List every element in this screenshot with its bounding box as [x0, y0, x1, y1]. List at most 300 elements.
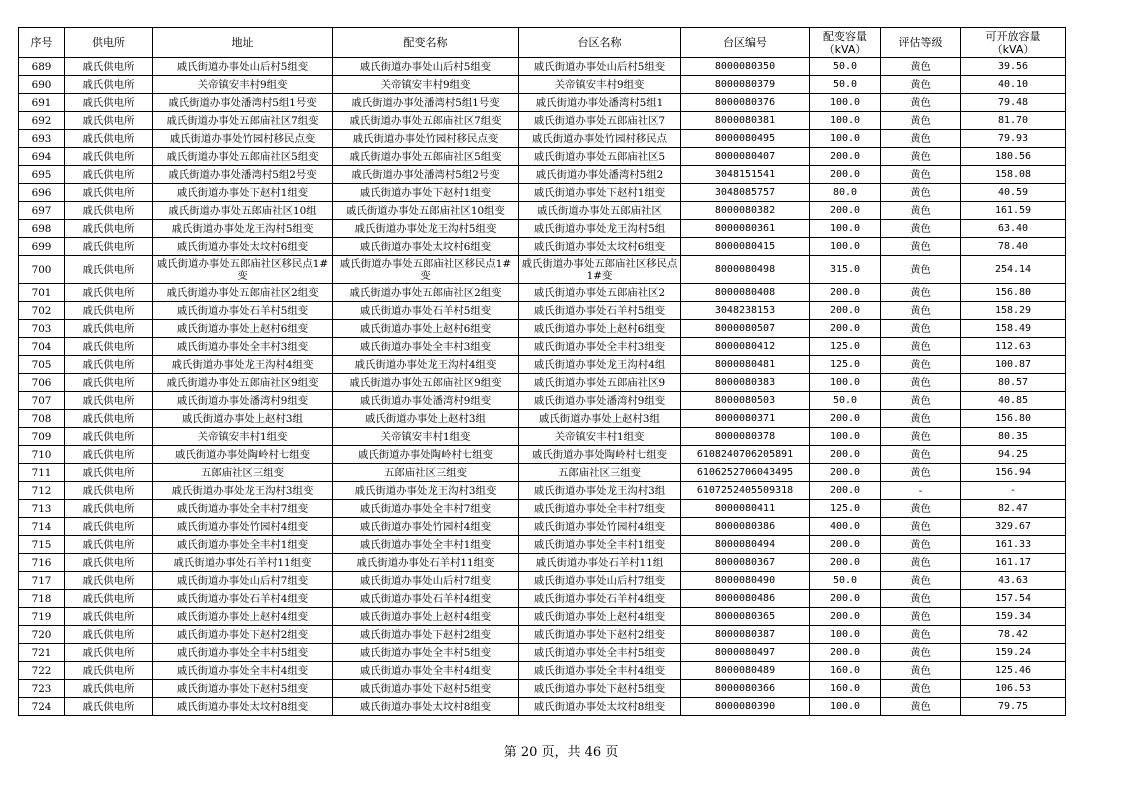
cell-index: 723	[19, 680, 65, 698]
cell-area-code: 8000080379	[681, 76, 810, 94]
cell-grade: 黄色	[881, 220, 961, 238]
cell-open-capacity: 100.87	[961, 356, 1066, 374]
cell-transformer-name: 戚氏街道办事处竹园村移民点变	[333, 130, 519, 148]
cell-capacity: 100.0	[810, 130, 881, 148]
cell-area-name: 戚氏街道办事处全丰村5组变	[519, 644, 681, 662]
cell-index: 689	[19, 58, 65, 76]
cell-capacity: 100.0	[810, 220, 881, 238]
cell-capacity: 200.0	[810, 302, 881, 320]
table-row	[19, 130, 1066, 148]
cell-grade: 黄色	[881, 554, 961, 572]
cell-area-code: 8000080490	[681, 572, 810, 590]
cell-transformer-name: 戚氏街道办事处竹园村4组变	[333, 518, 519, 536]
cell-index: 709	[19, 428, 65, 446]
cell-grade: 黄色	[881, 428, 961, 446]
cell-area-code: 6106252706043495	[681, 464, 810, 482]
cell-capacity: 160.0	[810, 662, 881, 680]
cell-index: 721	[19, 644, 65, 662]
cell-capacity: 50.0	[810, 392, 881, 410]
cell-transformer-name: 戚氏街道办事处上赵村6组变	[333, 320, 519, 338]
cell-capacity: 50.0	[810, 76, 881, 94]
cell-area-code: 3048085757	[681, 184, 810, 202]
cell-index: 706	[19, 374, 65, 392]
cell-open-capacity: 156.80	[961, 410, 1066, 428]
cell-open-capacity: 80.35	[961, 428, 1066, 446]
cell-area-name: 戚氏街道办事处五郎庙社区5	[519, 148, 681, 166]
cell-capacity: 50.0	[810, 572, 881, 590]
cell-capacity: 100.0	[810, 428, 881, 446]
cell-open-capacity: 79.93	[961, 130, 1066, 148]
cell-grade: 黄色	[881, 446, 961, 464]
cell-index: 707	[19, 392, 65, 410]
cell-station: 戚氏供电所	[65, 464, 153, 482]
cell-open-capacity: 40.10	[961, 76, 1066, 94]
cell-index: 716	[19, 554, 65, 572]
col-header-grade: 评估等级	[881, 28, 961, 58]
cell-area-name: 戚氏街道办事处太坟村6组变	[519, 238, 681, 256]
cell-index: 699	[19, 238, 65, 256]
table-row	[19, 392, 1066, 410]
cell-address: 戚氏街道办事处五郎庙社区5组变	[153, 148, 333, 166]
cell-transformer-name: 戚氏街道办事处龙王沟村3组变	[333, 482, 519, 500]
cell-area-name: 五郎庙社区三组变	[519, 464, 681, 482]
cell-index: 724	[19, 698, 65, 716]
cell-index: 695	[19, 166, 65, 184]
cell-index: 713	[19, 500, 65, 518]
col-header-address: 地址	[153, 28, 333, 58]
cell-capacity: 50.0	[810, 58, 881, 76]
cell-area-code: 8000080366	[681, 680, 810, 698]
col-header-capacity: 配变容量 （kVA）	[810, 28, 881, 58]
cell-area-code: 8000080415	[681, 238, 810, 256]
cell-area-name: 戚氏街道办事处全丰村3组变	[519, 338, 681, 356]
cell-transformer-name: 戚氏街道办事处下赵村2组变	[333, 626, 519, 644]
table-row	[19, 626, 1066, 644]
cell-address: 戚氏街道办事处陶岭村七组变	[153, 446, 333, 464]
table-row	[19, 482, 1066, 500]
cell-capacity: 200.0	[810, 644, 881, 662]
cell-transformer-name: 戚氏街道办事处潘湾村5组1号变	[333, 94, 519, 112]
cell-address: 戚氏街道办事处全丰村3组变	[153, 338, 333, 356]
table-body	[19, 58, 1066, 716]
cell-index: 712	[19, 482, 65, 500]
cell-area-name: 戚氏街道办事处下赵村5组变	[519, 680, 681, 698]
cell-address: 戚氏街道办事处山后村5组变	[153, 58, 333, 76]
cell-address: 戚氏街道办事处五郎庙社区2组变	[153, 284, 333, 302]
cell-address: 戚氏街道办事处石羊村11组变	[153, 554, 333, 572]
cell-grade: 黄色	[881, 76, 961, 94]
cell-grade: 黄色	[881, 130, 961, 148]
cell-station: 戚氏供电所	[65, 554, 153, 572]
cell-open-capacity: 39.56	[961, 58, 1066, 76]
cell-address: 戚氏街道办事处竹园村4组变	[153, 518, 333, 536]
cell-transformer-name: 戚氏街道办事处全丰村7组变	[333, 500, 519, 518]
cell-area-code: 8000080507	[681, 320, 810, 338]
cell-capacity: 200.0	[810, 464, 881, 482]
cell-index: 715	[19, 536, 65, 554]
cell-area-code: 3048151541	[681, 166, 810, 184]
table-row	[19, 374, 1066, 392]
capacity-table	[18, 27, 1066, 716]
cell-index: 719	[19, 608, 65, 626]
cell-transformer-name: 戚氏街道办事处潘湾村5组2号变	[333, 166, 519, 184]
cell-open-capacity: 161.33	[961, 536, 1066, 554]
cell-station: 戚氏供电所	[65, 518, 153, 536]
cell-address: 戚氏街道办事处龙王沟村4组变	[153, 356, 333, 374]
cell-transformer-name: 戚氏街道办事处龙王沟村4组变	[333, 356, 519, 374]
cell-capacity: 200.0	[810, 148, 881, 166]
cell-transformer-name: 戚氏街道办事处五郎庙社区2组变	[333, 284, 519, 302]
cell-index: 691	[19, 94, 65, 112]
table-row	[19, 446, 1066, 464]
cell-transformer-name: 戚氏街道办事处山后村7组变	[333, 572, 519, 590]
cell-area-name: 戚氏街道办事处五郎庙社区9	[519, 374, 681, 392]
cell-area-code: 8000080411	[681, 500, 810, 518]
cell-station: 戚氏供电所	[65, 662, 153, 680]
cell-area-code: 8000080498	[681, 256, 810, 284]
cell-transformer-name: 戚氏街道办事处全丰村3组变	[333, 338, 519, 356]
cell-grade: 黄色	[881, 644, 961, 662]
cell-transformer-name: 关帝镇安丰村9组变	[333, 76, 519, 94]
cell-area-code: 6107252405509318	[681, 482, 810, 500]
cell-capacity: 100.0	[810, 626, 881, 644]
cell-capacity: 200.0	[810, 320, 881, 338]
cell-area-code: 8000080361	[681, 220, 810, 238]
cell-grade: 黄色	[881, 238, 961, 256]
cell-capacity: 200.0	[810, 446, 881, 464]
cell-open-capacity: 106.53	[961, 680, 1066, 698]
cell-address: 戚氏街道办事处龙王沟村3组变	[153, 482, 333, 500]
cell-area-name: 戚氏街道办事处全丰村1组变	[519, 536, 681, 554]
cell-station: 戚氏供电所	[65, 392, 153, 410]
cell-index: 711	[19, 464, 65, 482]
cell-station: 戚氏供电所	[65, 220, 153, 238]
cell-capacity: 200.0	[810, 608, 881, 626]
cell-grade: 黄色	[881, 256, 961, 284]
cell-area-code: 8000080495	[681, 130, 810, 148]
cell-index: 698	[19, 220, 65, 238]
cell-area-code: 8000080383	[681, 374, 810, 392]
cell-grade: 黄色	[881, 590, 961, 608]
cell-area-name: 关帝镇安丰村9组变	[519, 76, 681, 94]
col-header-area-name: 台区名称	[519, 28, 681, 58]
cell-area-code: 8000080371	[681, 410, 810, 428]
cell-open-capacity: 158.29	[961, 302, 1066, 320]
cell-index: 720	[19, 626, 65, 644]
cell-area-name: 戚氏街道办事处五郎庙社区2	[519, 284, 681, 302]
cell-area-code: 8000080381	[681, 112, 810, 130]
cell-index: 722	[19, 662, 65, 680]
cell-capacity: 125.0	[810, 356, 881, 374]
col-header-area-code: 台区编号	[681, 28, 810, 58]
cell-transformer-name: 戚氏街道办事处五郎庙社区9组变	[333, 374, 519, 392]
cell-grade: 黄色	[881, 698, 961, 716]
cell-index: 696	[19, 184, 65, 202]
cell-transformer-name: 关帝镇安丰村1组变	[333, 428, 519, 446]
table-row	[19, 338, 1066, 356]
cell-area-name: 戚氏街道办事处山后村5组变	[519, 58, 681, 76]
table-row	[19, 590, 1066, 608]
cell-address: 戚氏街道办事处五郎庙社区7组变	[153, 112, 333, 130]
cell-area-name: 戚氏街道办事处太坟村8组变	[519, 698, 681, 716]
cell-address: 戚氏街道办事处五郎庙社区移民点1#变	[153, 256, 333, 284]
cell-station: 戚氏供电所	[65, 202, 153, 220]
cell-capacity: 200.0	[810, 590, 881, 608]
cell-address: 戚氏街道办事处上赵村3组	[153, 410, 333, 428]
cell-address: 戚氏街道办事处全丰村1组变	[153, 536, 333, 554]
table-row	[19, 662, 1066, 680]
cell-station: 戚氏供电所	[65, 626, 153, 644]
cell-transformer-name: 戚氏街道办事处五郎庙社区5组变	[333, 148, 519, 166]
cell-station: 戚氏供电所	[65, 112, 153, 130]
cell-address: 戚氏街道办事处下赵村1组变	[153, 184, 333, 202]
table-row	[19, 680, 1066, 698]
cell-station: 戚氏供电所	[65, 644, 153, 662]
cell-capacity: 100.0	[810, 112, 881, 130]
cell-open-capacity: 82.47	[961, 500, 1066, 518]
cell-grade: 黄色	[881, 58, 961, 76]
cell-index: 705	[19, 356, 65, 374]
cell-index: 703	[19, 320, 65, 338]
cell-area-name: 戚氏街道办事处石羊村5组变	[519, 302, 681, 320]
cell-station: 戚氏供电所	[65, 284, 153, 302]
table-row	[19, 256, 1066, 284]
cell-area-code: 8000080486	[681, 590, 810, 608]
cell-area-code: 8000080489	[681, 662, 810, 680]
cell-capacity: 100.0	[810, 238, 881, 256]
cell-capacity: 200.0	[810, 482, 881, 500]
cell-transformer-name: 戚氏街道办事处五郎庙社区10组变	[333, 202, 519, 220]
cell-station: 戚氏供电所	[65, 94, 153, 112]
cell-capacity: 125.0	[810, 338, 881, 356]
cell-area-name: 戚氏街道办事处潘湾村5组1	[519, 94, 681, 112]
cell-station: 戚氏供电所	[65, 428, 153, 446]
cell-grade: 黄色	[881, 410, 961, 428]
cell-station: 戚氏供电所	[65, 58, 153, 76]
cell-capacity: 160.0	[810, 680, 881, 698]
cell-area-code: 8000080412	[681, 338, 810, 356]
cell-area-code: 8000080365	[681, 608, 810, 626]
cell-grade: 黄色	[881, 374, 961, 392]
cell-area-name: 戚氏街道办事处五郎庙社区	[519, 202, 681, 220]
cell-index: 708	[19, 410, 65, 428]
cell-area-name: 戚氏街道办事处石羊村4组变	[519, 590, 681, 608]
cell-address: 戚氏街道办事处潘湾村5组2号变	[153, 166, 333, 184]
table-row	[19, 302, 1066, 320]
cell-open-capacity: 81.70	[961, 112, 1066, 130]
cell-station: 戚氏供电所	[65, 500, 153, 518]
cell-address: 戚氏街道办事处山后村7组变	[153, 572, 333, 590]
table-row	[19, 184, 1066, 202]
cell-open-capacity: 63.40	[961, 220, 1066, 238]
cell-area-name: 戚氏街道办事处五郎庙社区7	[519, 112, 681, 130]
cell-index: 718	[19, 590, 65, 608]
cell-address: 关帝镇安丰村9组变	[153, 76, 333, 94]
cell-open-capacity: 125.46	[961, 662, 1066, 680]
cell-index: 704	[19, 338, 65, 356]
cell-area-name: 戚氏街道办事处潘湾村5组2	[519, 166, 681, 184]
cell-area-name: 戚氏街道办事处上赵村3组	[519, 410, 681, 428]
cell-open-capacity: 80.57	[961, 374, 1066, 392]
table-row	[19, 202, 1066, 220]
cell-address: 戚氏街道办事处龙王沟村5组变	[153, 220, 333, 238]
cell-address: 戚氏街道办事处石羊村4组变	[153, 590, 333, 608]
cell-area-name: 戚氏街道办事处龙王沟村3组	[519, 482, 681, 500]
cell-transformer-name: 戚氏街道办事处上赵村3组	[333, 410, 519, 428]
cell-address: 戚氏街道办事处下赵村5组变	[153, 680, 333, 698]
cell-area-code: 8000080367	[681, 554, 810, 572]
cell-grade: 黄色	[881, 608, 961, 626]
cell-transformer-name: 戚氏街道办事处石羊村5组变	[333, 302, 519, 320]
cell-station: 戚氏供电所	[65, 184, 153, 202]
cell-transformer-name: 戚氏街道办事处山后村5组变	[333, 58, 519, 76]
cell-station: 戚氏供电所	[65, 166, 153, 184]
table-row	[19, 58, 1066, 76]
cell-area-name: 戚氏街道办事处竹园村4组变	[519, 518, 681, 536]
cell-capacity: 200.0	[810, 166, 881, 184]
cell-open-capacity: 43.63	[961, 572, 1066, 590]
cell-open-capacity: 112.63	[961, 338, 1066, 356]
cell-transformer-name: 戚氏街道办事处全丰村4组变	[333, 662, 519, 680]
cell-grade: 黄色	[881, 94, 961, 112]
cell-station: 戚氏供电所	[65, 608, 153, 626]
cell-address: 戚氏街道办事处下赵村2组变	[153, 626, 333, 644]
cell-grade: 黄色	[881, 680, 961, 698]
cell-area-name: 戚氏街道办事处下赵村1组变	[519, 184, 681, 202]
cell-capacity: 200.0	[810, 202, 881, 220]
header-row	[19, 28, 1066, 58]
cell-station: 戚氏供电所	[65, 302, 153, 320]
cell-index: 700	[19, 256, 65, 284]
cell-open-capacity: 254.14	[961, 256, 1066, 284]
cell-transformer-name: 戚氏街道办事处太坟村8组变	[333, 698, 519, 716]
cell-area-code: 8000080382	[681, 202, 810, 220]
cell-transformer-name: 戚氏街道办事处陶岭村七组变	[333, 446, 519, 464]
cell-capacity: 315.0	[810, 256, 881, 284]
cell-index: 694	[19, 148, 65, 166]
cell-transformer-name: 戚氏街道办事处龙王沟村5组变	[333, 220, 519, 238]
cell-index: 717	[19, 572, 65, 590]
cell-station: 戚氏供电所	[65, 536, 153, 554]
cell-area-code: 8000080376	[681, 94, 810, 112]
cell-area-name: 戚氏街道办事处五郎庙社区移民点1#变	[519, 256, 681, 284]
table-row	[19, 148, 1066, 166]
cell-open-capacity: 78.42	[961, 626, 1066, 644]
cell-station: 戚氏供电所	[65, 238, 153, 256]
cell-address: 戚氏街道办事处石羊村5组变	[153, 302, 333, 320]
cell-index: 710	[19, 446, 65, 464]
cell-address: 戚氏街道办事处潘湾村5组1号变	[153, 94, 333, 112]
cell-open-capacity: 159.34	[961, 608, 1066, 626]
cell-area-code: 8000080350	[681, 58, 810, 76]
cell-transformer-name: 戚氏街道办事处太坟村6组变	[333, 238, 519, 256]
cell-area-code: 8000080494	[681, 536, 810, 554]
cell-station: 戚氏供电所	[65, 680, 153, 698]
cell-area-code: 3048238153	[681, 302, 810, 320]
cell-station: 戚氏供电所	[65, 572, 153, 590]
cell-grade: 黄色	[881, 392, 961, 410]
cell-index: 690	[19, 76, 65, 94]
cell-open-capacity: 40.59	[961, 184, 1066, 202]
cell-area-code: 8000080390	[681, 698, 810, 716]
cell-area-name: 戚氏街道办事处山后村7组变	[519, 572, 681, 590]
table-row	[19, 94, 1066, 112]
cell-index: 697	[19, 202, 65, 220]
col-header-index: 序号	[19, 28, 65, 58]
cell-open-capacity: 40.85	[961, 392, 1066, 410]
cell-station: 戚氏供电所	[65, 148, 153, 166]
cell-open-capacity: -	[961, 482, 1066, 500]
cell-area-name: 关帝镇安丰村1组变	[519, 428, 681, 446]
table-row	[19, 698, 1066, 716]
cell-transformer-name: 戚氏街道办事处下赵村1组变	[333, 184, 519, 202]
cell-area-name: 戚氏街道办事处陶岭村七组变	[519, 446, 681, 464]
cell-address: 戚氏街道办事处竹园村移民点变	[153, 130, 333, 148]
cell-capacity: 100.0	[810, 94, 881, 112]
cell-area-code: 8000080497	[681, 644, 810, 662]
cell-transformer-name: 戚氏街道办事处全丰村1组变	[333, 536, 519, 554]
cell-area-name: 戚氏街道办事处全丰村4组变	[519, 662, 681, 680]
cell-area-name: 戚氏街道办事处下赵村2组变	[519, 626, 681, 644]
cell-address: 五郎庙社区三组变	[153, 464, 333, 482]
cell-index: 714	[19, 518, 65, 536]
col-header-station: 供电所	[65, 28, 153, 58]
cell-index: 701	[19, 284, 65, 302]
table-row	[19, 644, 1066, 662]
cell-grade: 黄色	[881, 518, 961, 536]
cell-open-capacity: 157.54	[961, 590, 1066, 608]
cell-open-capacity: 156.94	[961, 464, 1066, 482]
table-row	[19, 166, 1066, 184]
table-row	[19, 238, 1066, 256]
table-row	[19, 76, 1066, 94]
cell-capacity: 200.0	[810, 284, 881, 302]
cell-area-code: 8000080386	[681, 518, 810, 536]
cell-index: 692	[19, 112, 65, 130]
cell-area-code: 8000080407	[681, 148, 810, 166]
cell-area-code: 8000080387	[681, 626, 810, 644]
cell-address: 关帝镇安丰村1组变	[153, 428, 333, 446]
col-header-open-capacity: 可开放容量 （kVA）	[961, 28, 1066, 58]
cell-address: 戚氏街道办事处全丰村4组变	[153, 662, 333, 680]
cell-open-capacity: 158.08	[961, 166, 1066, 184]
cell-open-capacity: 158.49	[961, 320, 1066, 338]
cell-address: 戚氏街道办事处全丰村5组变	[153, 644, 333, 662]
cell-area-name: 戚氏街道办事处上赵村6组变	[519, 320, 681, 338]
table-row	[19, 410, 1066, 428]
cell-grade: 黄色	[881, 148, 961, 166]
cell-grade: 黄色	[881, 572, 961, 590]
cell-area-code: 6108240706205891	[681, 446, 810, 464]
cell-station: 戚氏供电所	[65, 482, 153, 500]
cell-grade: -	[881, 482, 961, 500]
cell-grade: 黄色	[881, 662, 961, 680]
cell-address: 戚氏街道办事处上赵村4组变	[153, 608, 333, 626]
cell-transformer-name: 五郎庙社区三组变	[333, 464, 519, 482]
table-row	[19, 428, 1066, 446]
cell-transformer-name: 戚氏街道办事处五郎庙社区7组变	[333, 112, 519, 130]
cell-address: 戚氏街道办事处五郎庙社区9组变	[153, 374, 333, 392]
cell-capacity: 400.0	[810, 518, 881, 536]
cell-station: 戚氏供电所	[65, 698, 153, 716]
cell-grade: 黄色	[881, 536, 961, 554]
cell-open-capacity: 156.80	[961, 284, 1066, 302]
cell-grade: 黄色	[881, 202, 961, 220]
cell-area-name: 戚氏街道办事处上赵村4组变	[519, 608, 681, 626]
cell-open-capacity: 161.17	[961, 554, 1066, 572]
cell-index: 693	[19, 130, 65, 148]
cell-transformer-name: 戚氏街道办事处石羊村11组变	[333, 554, 519, 572]
